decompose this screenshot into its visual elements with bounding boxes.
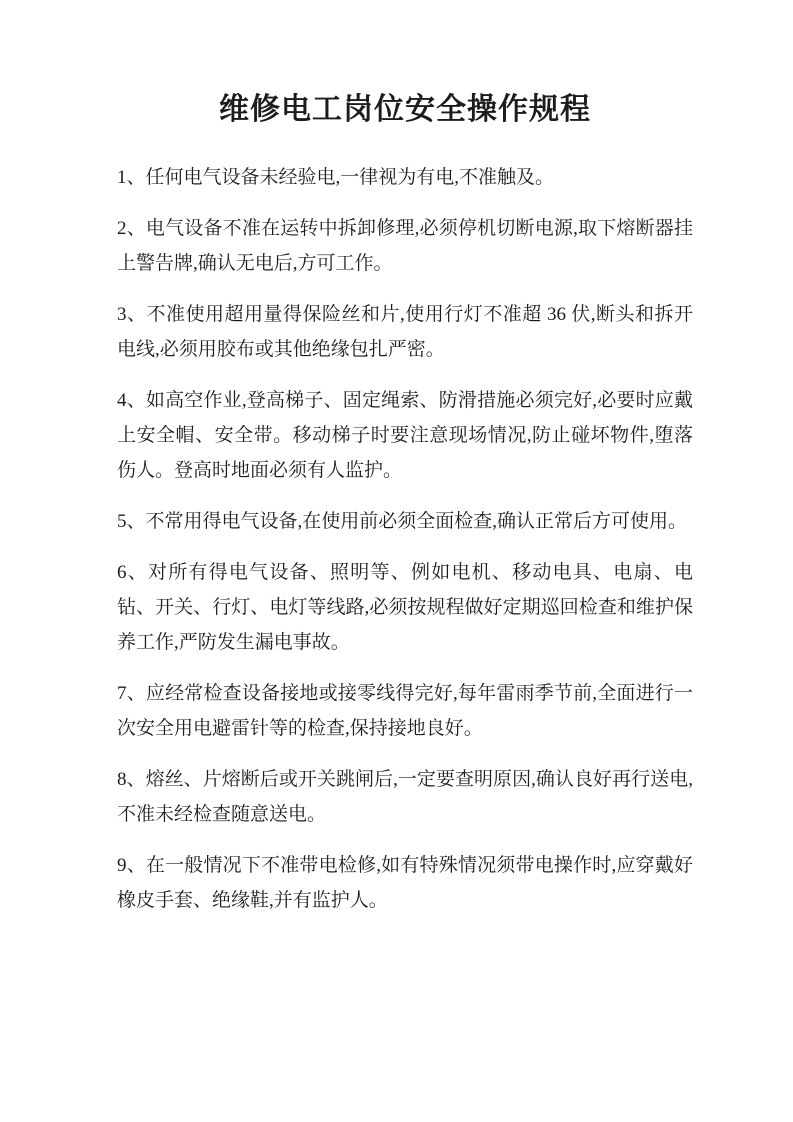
rule-item-5: 5、不常用得电气设备,在使用前必须全面检查,确认正常后方可使用。 (117, 511, 688, 532)
rule-item-7: 7、应经常检查设备接地或接零线得完好,每年雷雨季节前,全面进行一次安全用电避雷针等的检查,保持接地良好。 (117, 683, 693, 739)
document-title: 维修电工岗位安全操作规程 (219, 93, 591, 126)
rule-item-6: 6、对所有得电气设备、照明等、例如电机、移动电具、电扇、电钻、开关、行灯、电灯等线路,必须按规程做好定期巡回检查和维护保养工作,严防发生漏电事故。 (117, 562, 693, 653)
rule-item-8: 8、熔丝、片熔断后或开关跳闸后,一定要查明原因,确认良好再行送电,不准未经检查随意送电。 (117, 769, 693, 825)
rule-item-1: 1、任何电气设备未经验电,一律视为有电,不准触及。 (117, 167, 555, 188)
rule-item-3: 3、不准使用超用量得保险丝和片,使用行灯不准超 36 伏,断头和拆开电线,必须用胶布或其他绝缘包扎严密。 (117, 304, 693, 360)
rule-item-2: 2、电气设备不准在运转中拆卸修理,必须停机切断电源,取下熔断器挂上警告牌,确认无电后,方可工作。 (117, 218, 693, 274)
rules-list (117, 160, 693, 918)
rule-item-4: 4、如高空作业,登高梯子、固定绳索、防滑措施必须完好,必要时应戴上安全帽、安全带。移动梯子时要注意现场情况,防止碰坏物件,堕落伤人。登高时地面必须有人监护。 (117, 390, 693, 481)
rule-item-9: 9、在一般情况下不准带电检修,如有特殊情况须带电操作时,应穿戴好橡皮手套、绝缘鞋,并有监护人。 (117, 855, 693, 911)
